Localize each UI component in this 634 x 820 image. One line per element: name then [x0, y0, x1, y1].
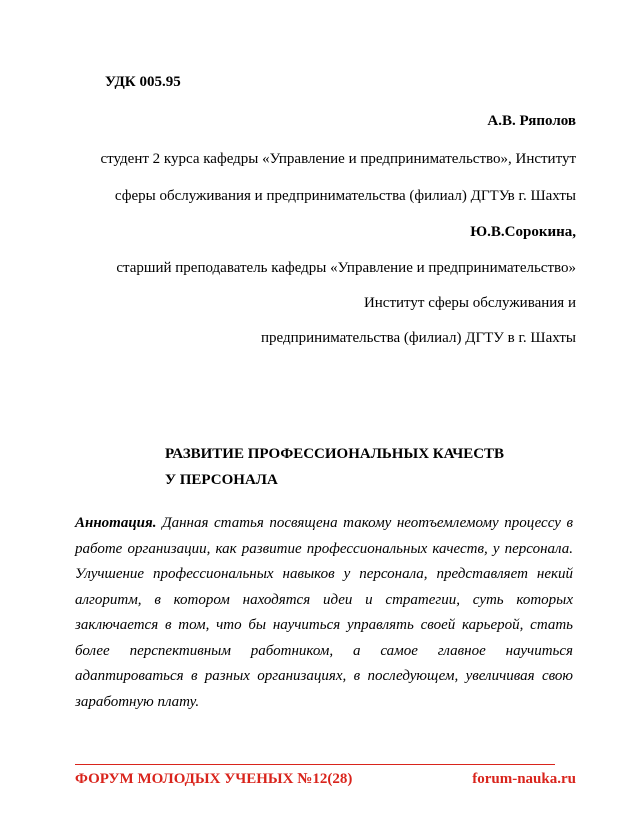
article-title-line1: РАЗВИТИЕ ПРОФЕССИОНАЛЬНЫХ КАЧЕСТВ: [165, 446, 505, 462]
author1-affiliation-line2: сферы обслуживания и предпринимательства (филиал) ДГТУв г. Шахты: [114, 188, 576, 204]
footer-journal: ФОРУМ МОЛОДЫХ УЧЕНЫХ №12(28): [75, 771, 353, 787]
abstract-text: Данная статья посвящена такому неотъемлемому процессу в работе организации, как развитие профессиональных качеств, у персонала. Улучшение профессиональных навыков у персонала, представляет некий алгоритм, в котором находятся идеи и стратегии, суть которых заключается в том, что бы научиться управлять своей карьерой, стать более перспективным работником, а самое главное научиться адаптироваться в разных организациях, в последующем, увеличивая свою заработную плату.: [75, 515, 573, 710]
footer-site[interactable]: forum-nauka.ru: [472, 771, 576, 787]
author1-name: А.В. Ряполов: [487, 113, 576, 129]
footer-divider: [75, 764, 555, 765]
author2-name: Ю.В.Сорокина,: [470, 224, 576, 240]
abstract: [75, 511, 573, 715]
udk-code: УДК 005.95: [105, 74, 181, 90]
author2-affiliation-line3: предпринимательства (филиал) ДГТУ в г. Шахты: [261, 330, 576, 346]
author1-affiliation-line1: студент 2 курса кафедры «Управление и предпринимательство», Институт: [100, 151, 576, 167]
abstract-label: Аннотация.: [75, 515, 157, 531]
author2-affiliation-line1: старший преподаватель кафедры «Управление и предпринимательство»: [116, 260, 576, 276]
article-title-line2: У ПЕРСОНАЛА: [165, 472, 278, 488]
author2-affiliation-line2: Институт сферы обслуживания и: [363, 295, 576, 311]
